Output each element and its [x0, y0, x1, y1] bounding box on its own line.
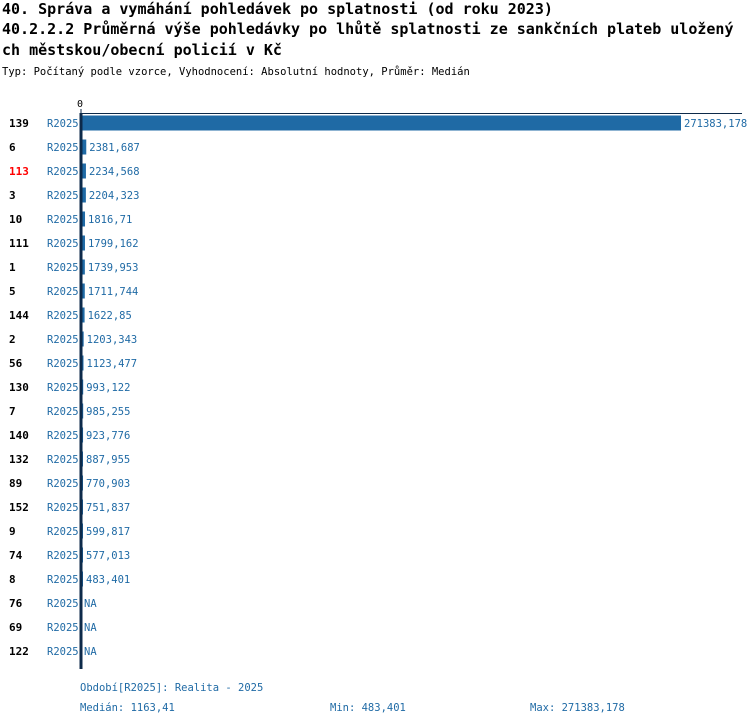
period-label: R2025	[47, 358, 79, 370]
period-label: R2025	[47, 166, 79, 178]
value-label: 993,122	[86, 382, 131, 394]
period-label: R2025	[47, 478, 79, 490]
chart-subtitle-line2: ch městskou/obecní policií v Kč	[2, 41, 282, 59]
period-label: R2025	[47, 430, 79, 442]
value-label: 751,837	[86, 502, 131, 514]
period-label: R2025	[47, 550, 79, 562]
category-id-label: 113	[9, 165, 29, 178]
category-id-label: 76	[9, 597, 23, 610]
value-label: 599,817	[86, 526, 131, 538]
period-label: R2025	[47, 334, 79, 346]
type-line: Typ: Počítaný podle vzorce, Vyhodnocení: Absolutní hodnoty, Průměr: Medián	[2, 66, 470, 78]
period-label: R2025	[47, 526, 79, 538]
period-label: R2025	[47, 406, 79, 418]
page-title: 40. Správa a vymáhání pohledávek po splatnosti (od roku 2023)	[2, 0, 553, 18]
category-id-label: 8	[9, 573, 16, 586]
category-id-label: 5	[9, 285, 16, 298]
category-id-label: 122	[9, 645, 29, 658]
period-label: R2025	[47, 598, 79, 610]
period-label: R2025	[47, 622, 79, 634]
period-label: R2025	[47, 454, 79, 466]
value-label: 1123,477	[86, 358, 138, 370]
value-label: 985,255	[86, 406, 131, 418]
value-label: NA	[84, 646, 97, 658]
value-label: 1203,343	[86, 334, 138, 346]
category-id-label: 56	[9, 357, 23, 370]
footer-period: Období[R2025]: Realita - 2025	[80, 682, 264, 694]
footer-min: Min: 483,401	[330, 702, 406, 714]
footer-median: Medián: 1163,41	[80, 702, 175, 714]
period-label: R2025	[47, 502, 79, 514]
category-id-label: 10	[9, 213, 23, 226]
period-label: R2025	[47, 310, 79, 322]
period-label: R2025	[47, 574, 79, 586]
bar	[81, 116, 681, 131]
period-label: R2025	[47, 262, 79, 274]
category-id-label: 9	[9, 525, 16, 538]
category-id-label: 140	[9, 429, 29, 442]
period-label: R2025	[47, 238, 79, 250]
value-label: 577,013	[86, 550, 131, 562]
period-label: R2025	[47, 118, 79, 130]
value-label: 2204,323	[88, 190, 140, 202]
footer-max: Max: 271383,178	[530, 702, 625, 714]
value-label: 923,776	[86, 430, 131, 442]
category-id-label: 152	[9, 501, 29, 514]
value-label: 1799,162	[87, 238, 139, 250]
value-label: 2381,687	[89, 142, 140, 154]
category-id-label: 6	[9, 141, 16, 154]
value-label: 1622,85	[87, 310, 132, 322]
category-id-label: 130	[9, 381, 29, 394]
period-label: R2025	[47, 214, 79, 226]
category-id-label: 69	[9, 621, 23, 634]
value-label: 271383,178	[684, 118, 748, 130]
value-label: NA	[84, 598, 97, 610]
chart-subtitle-line1: 40.2.2.2 Průměrná výše pohledávky po lhůtě splatnosti ze sankčních plateb uložený	[2, 20, 734, 38]
period-label: R2025	[47, 142, 79, 154]
category-id-label: 2	[9, 333, 16, 346]
category-id-label: 139	[9, 117, 29, 130]
period-label: R2025	[47, 190, 79, 202]
category-id-label: 144	[9, 309, 29, 322]
category-id-label: 111	[9, 237, 29, 250]
category-id-label: 74	[9, 549, 23, 562]
period-label: R2025	[47, 382, 79, 394]
category-id-label: 89	[9, 477, 23, 490]
x-tick-label: 0	[76, 99, 84, 110]
value-label: 1711,744	[87, 286, 139, 298]
value-label: 887,955	[86, 454, 131, 466]
value-label: 483,401	[86, 574, 131, 586]
value-label: 1739,953	[87, 262, 139, 274]
period-label: R2025	[47, 646, 79, 658]
value-label: NA	[84, 622, 97, 634]
category-id-label: 1	[9, 261, 16, 274]
period-label: R2025	[47, 286, 79, 298]
value-label: 770,903	[86, 478, 131, 490]
value-label: 2234,568	[88, 166, 140, 178]
category-id-label: 3	[9, 189, 16, 202]
category-id-label: 7	[9, 405, 16, 418]
category-id-label: 132	[9, 453, 29, 466]
value-label: 1816,71	[88, 214, 133, 226]
